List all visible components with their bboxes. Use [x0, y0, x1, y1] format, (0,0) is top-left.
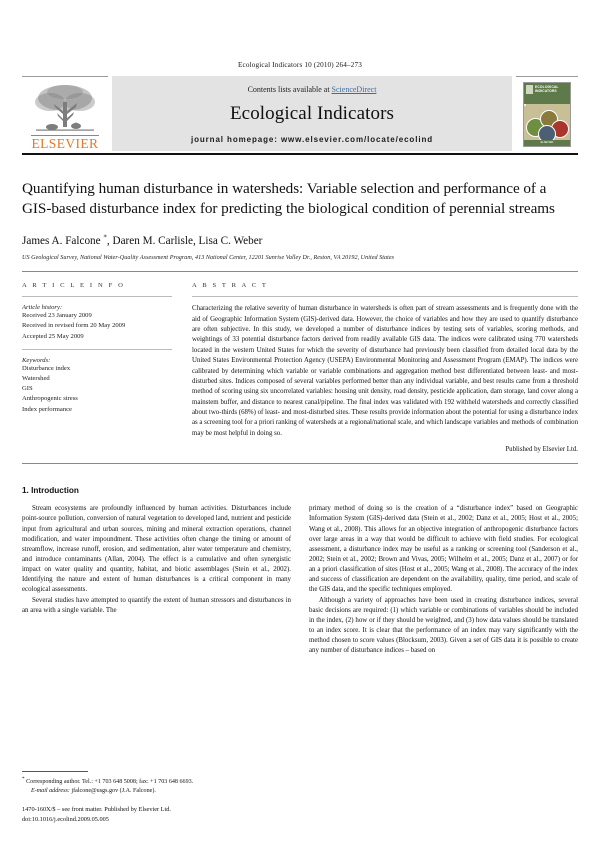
cover-title: ECOLOGICAL INDICATORS: [535, 84, 559, 93]
info-bottom-rule: [22, 463, 578, 464]
email-note: [22, 787, 288, 796]
body-paragraph: primary method of doing so is the creation of a “disturbance index” based on Geographic Information System (GIS)-derived data (Stein et al., 2002; Danz et al., 2005; Host et al., 2005; Wang et al., 2008). This allows for an objective integration of anthropogenic disturbance factors over large areas in a way that would be difficult to achieve with field studies. For ecological assessment, a disturbance index may be useful as a ranking or screening tool (Sanderson et al., 2002; Stein et al., 2002; Brown and Vivas, 2005; Wilhelm et al., 2005; Danz et al., 2007) or for an a priori classification of sites (Host et al., 2005; Wang et al., 2008). The accuracy of the index and success of classification are dependent on the availability, quality, time period, and scale of the GIS data, and the specific techniques employed.: [309, 505, 578, 594]
issn-line: 1470-160X/$ – see front matter. Published by Elsevier Ltd.: [22, 806, 172, 814]
issn-block: [22, 805, 288, 824]
info-abstract-row: [22, 282, 578, 453]
contents-prefix: Contents lists available at: [247, 84, 332, 94]
two-column-body: [22, 504, 578, 656]
history-item: Accepted 25 May 2009: [22, 332, 84, 340]
abstract-column: [184, 282, 578, 453]
cover-footer: ELSEVIER: [524, 140, 570, 146]
contents-line: [248, 85, 377, 94]
keywords-label: Keywords:: [22, 356, 51, 364]
corresponding-marker: *: [22, 775, 25, 782]
section-heading: 1. Introduction: [22, 486, 79, 496]
keyword-item: Index performance: [22, 405, 72, 413]
cover-circle-4: [538, 125, 556, 140]
cover-header: [524, 83, 570, 104]
elsevier-tree-icon: [30, 82, 100, 135]
affiliation: US Geological Survey, National Water-Quality Assessment Program, 413 National Center, 12201 Sunrise Valley Dr., Reston, VA 20192, United States: [22, 255, 395, 262]
banner-rule: [22, 153, 578, 155]
left-column: [22, 504, 291, 656]
cover-image: [523, 82, 571, 147]
introduction-section: [22, 486, 578, 656]
corresponding-author-note: [22, 776, 288, 787]
body-paragraph: Several studies have attempted to quantify the extent of human stressors and disturbances in an area with a single variable. The: [22, 596, 291, 614]
publisher-logo: [22, 76, 108, 151]
info-divider-2: [22, 349, 172, 350]
body-paragraph: Stream ecosystems are profoundly influenced by human activities. Disturbances include point-source pollution, conversion of natural vegetation to developed land, nutrient and pesticide input from agricultural and urban sources, mining and mineral extraction operations, channel modification, and water impoundment. These activities often change the timing or amount of streamflow, increase runoff, erosion, and sedimentation, alter water temperature and chemistry, and introduce contaminants (Allan, 2004). The effect is a cumulative and often synergistic impact on water quality and quantity, habitat, and biotic assemblages (Stein et al., 2002). Identifying the nature and extent of human disturbances is a critical component in many ecological assessments.: [22, 505, 291, 594]
info-divider-1: [22, 296, 172, 297]
keyword-item: GIS: [22, 385, 33, 393]
cover-badge-icon: [526, 85, 533, 94]
journal-banner: [22, 76, 578, 151]
elsevier-wordmark: ELSEVIER: [31, 135, 99, 151]
abstract-heading: A B S T R A C T: [192, 282, 269, 290]
abstract-publisher-line: Published by Elsevier Ltd.: [505, 446, 578, 454]
article-info-heading: A R T I C L E I N F O: [22, 282, 125, 290]
running-head: Ecological Indicators 10 (2010) 264–273: [237, 61, 362, 69]
doi-line[interactable]: doi:10.1016/j.ecolind.2009.05.005: [22, 815, 109, 823]
cover-photo: [524, 104, 570, 140]
keyword-item: Watershed: [22, 375, 50, 383]
article-history-label: Article history:: [22, 304, 63, 312]
history-item: Received 23 January 2009: [22, 312, 92, 320]
banner-center: [112, 76, 512, 151]
abstract-text: Characterizing the relative severity of human disturbance in watersheds is often part of stream assessments and is frequently done with the aid of Geographic Information System (GIS)-derived data. However, the choice of variables and how they are used to quantify disturbance are often subjective. In this study, we developed a number of disturbance indices by testing sets of variables, scoring methods, and weightings of 33 potential disturbance factors derived from readily available GIS data. The indices were calibrated using 770 watersheds located in the western United States for which the severity of disturbance had previously been classified from detailed local data by the United States Environmental Protection Agency (USEPA) Environmental Monitoring and Assessment Program (EMAP). The indices were calibrated by determining which variable or variable combinations and aggregation method best differentiated between least- and most-disturbed sites. Indices composed of several variables performed better than any individual variable, and best results came from a threshold method of scoring using six uncorrelated variables: housing unit density, road density, pesticide application, dam storage, land cover along a mainstem buffer, and distance to nearest canal/pipeline. The final index was validated with 192 withheld watersheds and correctly classified about two-thirds (68%) of least- and most-disturbed sites. These results provide information about the potential for using a disturbance index as a screening tool for a priori ranking of watersheds at a regional/national scale, and which landscape variables and methods of combination may be most helpful in doing so.: [192, 305, 578, 437]
author-list: [22, 233, 578, 247]
author-names: James A. Falcone *, Daren M. Carlisle, Lisa C. Weber: [22, 233, 263, 248]
abstract-divider: [192, 296, 578, 297]
info-top-rule: [22, 271, 578, 272]
right-column: [309, 504, 578, 656]
keyword-item: Disturbance index: [22, 364, 71, 372]
email-label: E-mail address:: [31, 787, 70, 794]
page-title: Quantifying human disturbance in watersheds: Variable selection and performance of a GIS-based disturbance index for predicting the biological condition of perennial streams: [22, 180, 555, 218]
keywords-block: [22, 357, 172, 415]
article-info-column: [22, 282, 184, 453]
keyword-item: Anthropogenic stress: [22, 395, 78, 403]
journal-cover-thumb: [516, 76, 578, 151]
journal-homepage[interactable]: journal homepage: www.elsevier.com/locate/ecolind: [190, 134, 434, 144]
body-paragraph: Although a variety of approaches have been used in creating disturbance indices, several basic decisions are required: (1) which variable or combinations of variables should be included in the index, (2) how or if they should be weighted, and (3) how data values should be translated to an index score. It is clear that the performance of an index may vary significantly with the method chosen to score values (Blocksum, 2003). Given a set of GIS data it is possible to create any number of disturbance indices – based on: [309, 596, 578, 655]
footnote-block: [22, 762, 288, 824]
journal-title: Ecological Indicators: [229, 102, 395, 124]
corresponding-text: Corresponding author. Tel.: +1 703 648 5008; fax: +1 703 648 6693.: [26, 778, 194, 785]
sciencedirect-link[interactable]: ScienceDirect: [331, 84, 377, 94]
cover-circle-5: [524, 104, 526, 106]
email-address[interactable]: jfalcone@usgs.gov (J.A. Falcone).: [71, 787, 156, 794]
history-item: Received in revised form 20 May 2009: [22, 322, 126, 330]
footnote-rule: [22, 771, 88, 772]
